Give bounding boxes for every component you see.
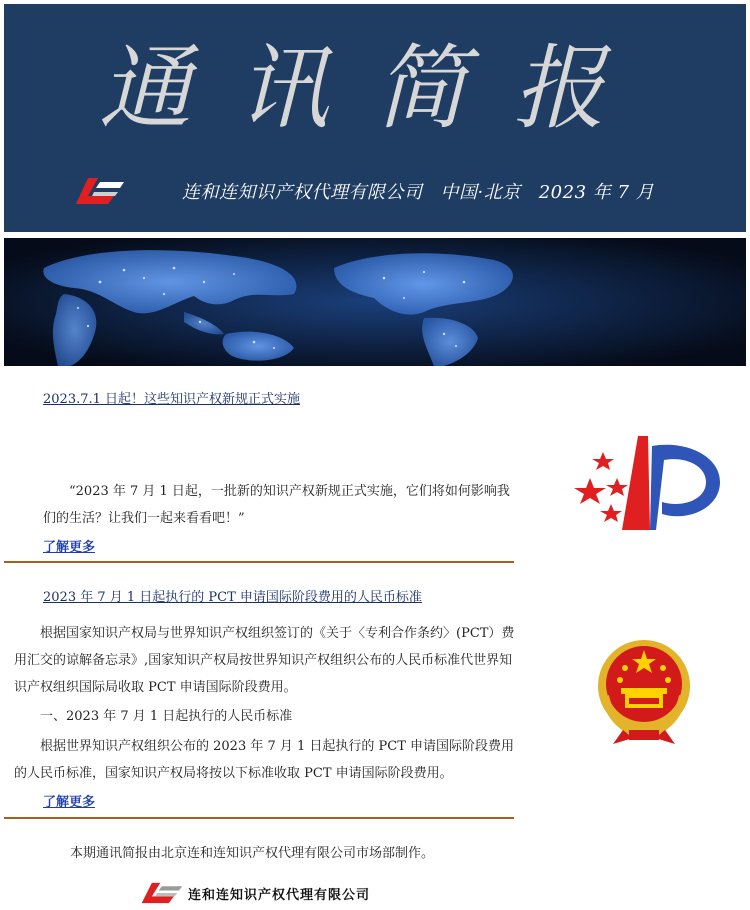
cnipa-logo-icon	[566, 430, 724, 534]
article-2-paragraph-2: 根据世界知识产权组织公布的 2023 年 7 月 1 日起执行的 PCT 申请国际阶段费用的人民币标准，国家知识产权局将按以下标准收取 PCT 申请国际阶段费用。	[14, 739, 515, 781]
article-1-headline[interactable]: 2023.7.1 日起！这些知识产权新规正式实施	[43, 392, 301, 407]
company-logo-icon	[74, 174, 126, 208]
world-map-banner	[4, 238, 746, 366]
header-company: 连和连知识产权代理有限公司	[182, 182, 423, 203]
footer-company-name: 连和连知识产权代理有限公司	[188, 888, 371, 903]
national-emblem-icon	[593, 636, 695, 746]
newsletter-header	[4, 4, 746, 232]
article-2-section-heading: 一、2023 年 7 月 1 日起执行的人民币标准	[40, 709, 293, 724]
header-date: 2023 年 7 月	[538, 182, 655, 203]
article-2-headline[interactable]: 2023 年 7 月 1 日起执行的 PCT 申请国际阶段费用的人民币标准	[43, 590, 422, 605]
footer-note: 本期通讯简报由北京连和连知识产权代理有限公司市场部制作。	[70, 846, 435, 861]
header-location: 中国·北京	[440, 182, 521, 203]
footer-logo-icon	[140, 881, 184, 905]
article-2-more-link[interactable]: 了解更多	[43, 795, 96, 810]
article-1-paragraph: “2023 年 7 月 1 日起，一批新的知识产权新规正式实施，它们将如何影响我们的生活？让我们一起来看看吧！”	[43, 484, 510, 526]
section-divider	[4, 561, 514, 563]
article-1-more-link[interactable]: 了解更多	[43, 540, 96, 555]
newsletter-title: 通讯简报	[99, 35, 652, 142]
header-subtitle	[182, 178, 654, 204]
world-map-image	[4, 238, 746, 366]
section-divider	[4, 817, 514, 819]
article-2-paragraph-1: 根据国家知识产权局与世界知识产权组织签订的《关于〈专利合作条约〉(PCT）费用汇交的谅解备忘录》,国家知识产权局按世界知识产权组织公布的人民币标准代世界知识产权组织国际局收取 PCT 申请国际阶段费用。	[14, 626, 515, 695]
